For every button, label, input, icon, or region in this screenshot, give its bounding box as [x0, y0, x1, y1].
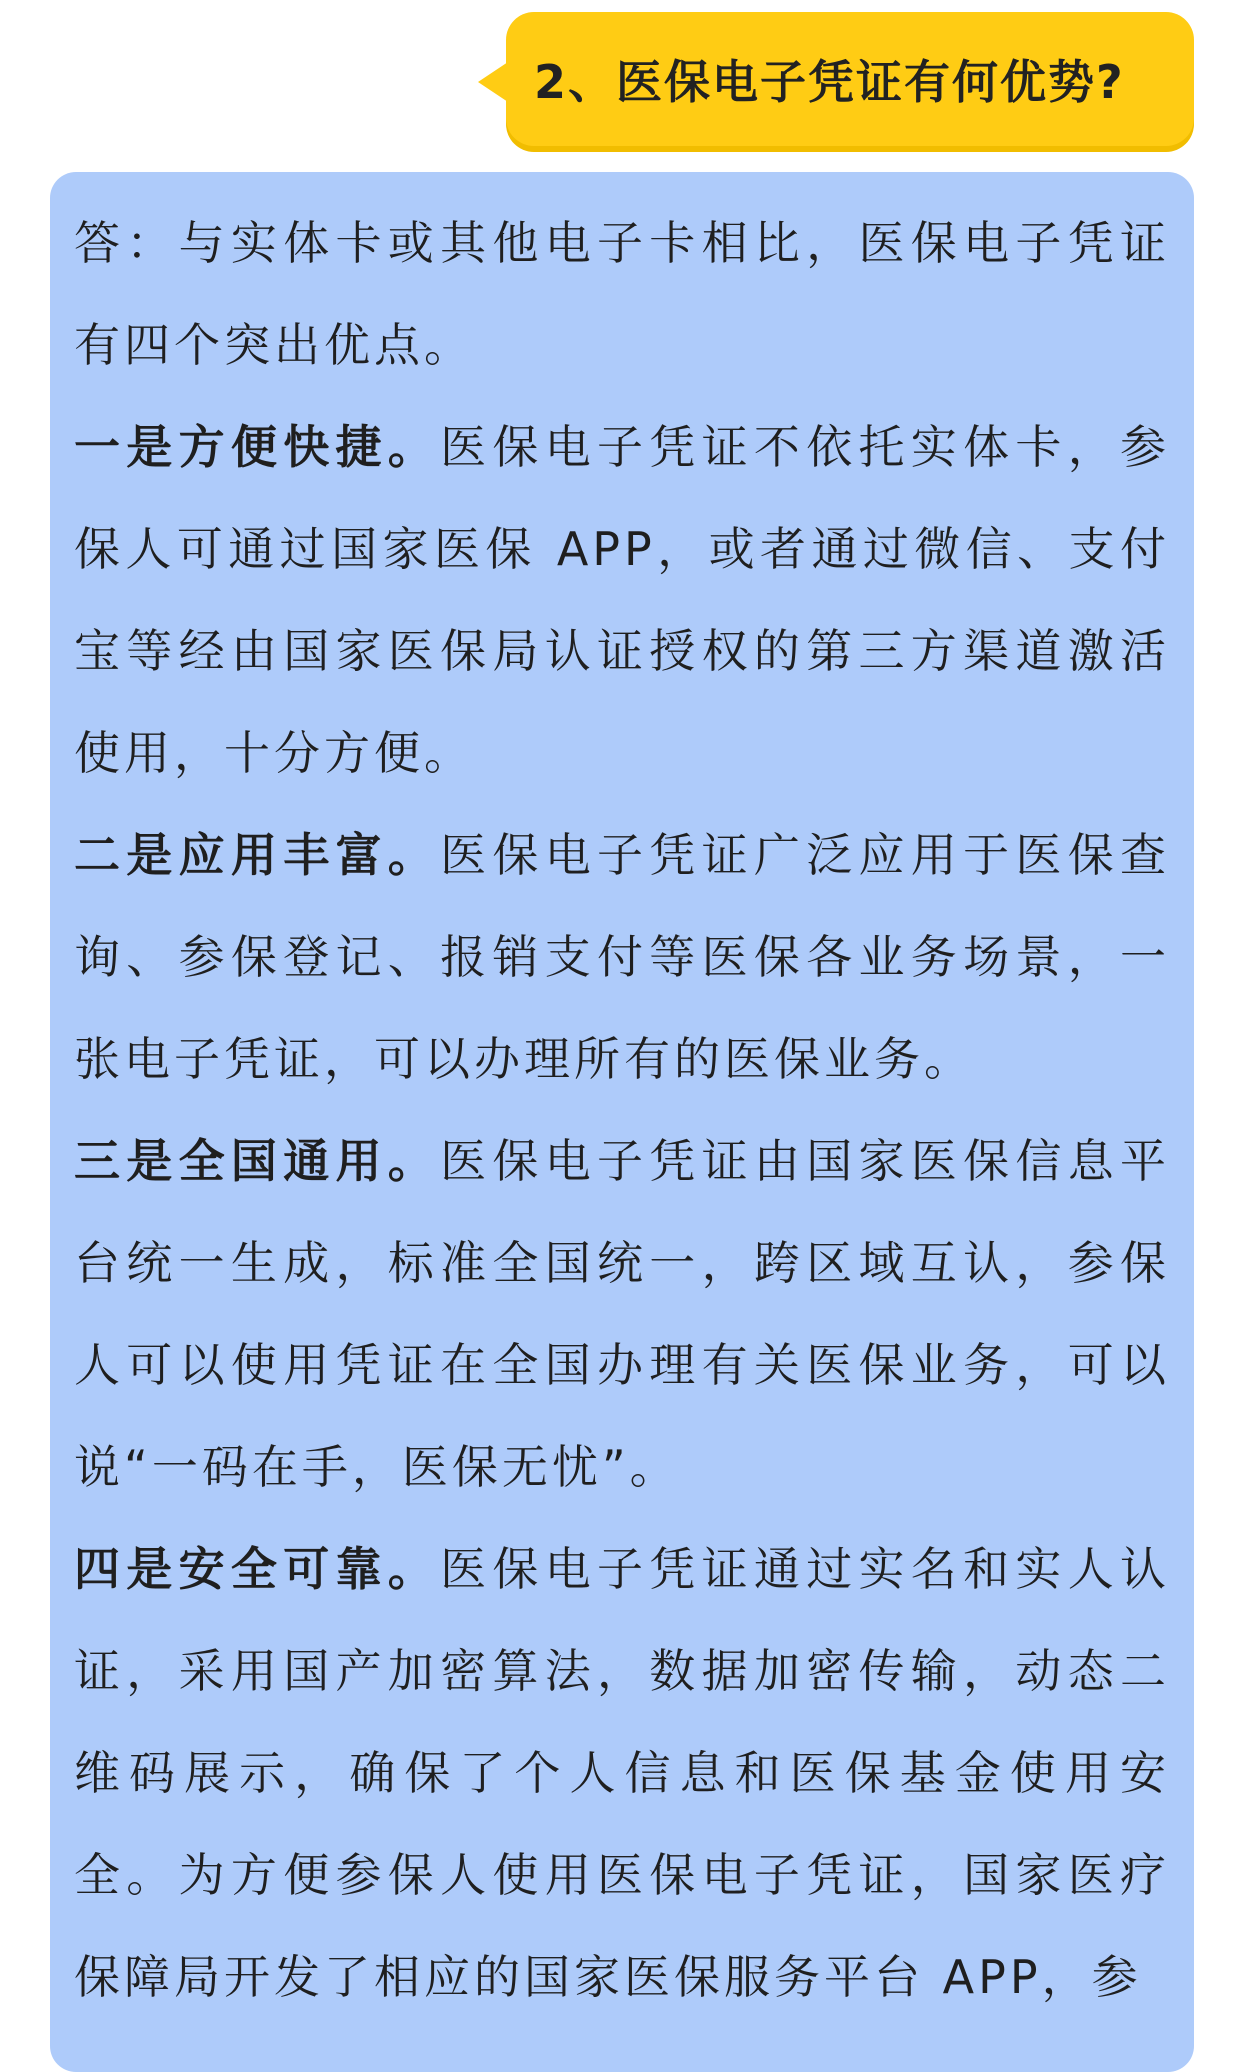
answer-point-3	[74, 1110, 1170, 1518]
answer-point-1-lead: 一是方便快捷。	[74, 420, 441, 474]
answer-point-1	[74, 396, 1170, 804]
answer-panel	[50, 172, 1194, 2072]
answer-intro: 答：与实体卡或其他电子卡相比，医保电子凭证有四个突出优点。	[74, 216, 1170, 372]
answer-point-3-body: 医保电子凭证由国家医保信息平台统一生成，标准全国统一，跨区域互认，参保人可以使用凭证在全国办理有关医保业务，可以说“一码在手，医保无忧”。	[74, 1134, 1171, 1494]
answer-point-2	[74, 804, 1170, 1110]
answer-point-1-body: 医保电子凭证不依托实体卡，参保人可通过国家医保 APP，或者通过微信、支付宝等经由国家医保局认证授权的第三方渠道激活使用，十分方便。	[74, 420, 1171, 780]
answer-point-3-lead: 三是全国通用。	[74, 1134, 441, 1188]
answer-point-4	[74, 1518, 1170, 2028]
answer-point-2-lead: 二是应用丰富。	[74, 828, 441, 882]
answer-point-4-lead: 四是安全可靠。	[74, 1542, 441, 1596]
question-bubble-tail	[478, 62, 508, 102]
answer-point-2-body: 医保电子凭证广泛应用于医保查询、参保登记、报销支付等医保各业务场景，一张电子凭证，可以办理所有的医保业务。	[74, 828, 1171, 1086]
question-bubble	[506, 12, 1194, 146]
answer-point-4-body: 医保电子凭证通过实名和实人认证，采用国产加密算法，数据加密传输，动态二维码展示，确保了个人信息和医保基金使用安全。为方便参保人使用医保电子凭证，国家医疗保障局开发了相应的国家医保服务平台 APP，参	[74, 1542, 1171, 2004]
question-text: 2、医保电子凭证有何优势?	[534, 55, 1125, 109]
